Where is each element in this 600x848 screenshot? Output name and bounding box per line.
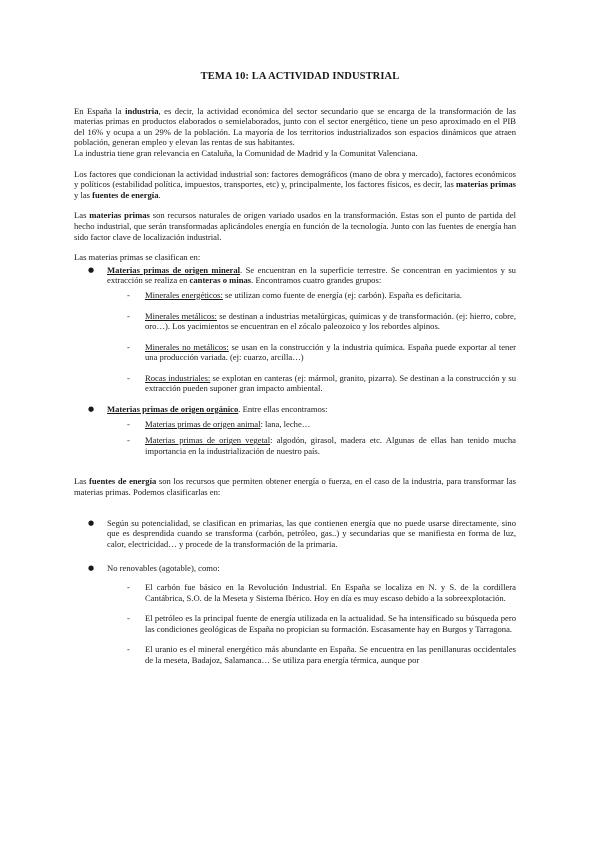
list-item: - El carbón fue básico en la Revolución Industrial. En España se localiza en N. y S. de la cordillera Cantábrica, S.O. de la Meseta y Sistema Ibérico. Hoy en día es muy escaso debido a la sobreexplotación. bbox=[107, 582, 516, 603]
list-item-nonrenewable bbox=[74, 563, 516, 665]
intro-regions: La industria tiene gran relevancia en Cataluña, la Comunidad de Madrid y la Comunitat Valenciana. bbox=[74, 147, 418, 158]
energy-list bbox=[74, 518, 516, 666]
nonrenewable-heading: ● No renovables (agotable), como: bbox=[107, 563, 220, 574]
list-item bbox=[107, 435, 516, 456]
raw-materials-paragraph bbox=[74, 210, 516, 242]
intro-paragraph bbox=[74, 106, 516, 148]
bold-term: fuentes de energía bbox=[89, 476, 157, 487]
classification-intro: Las materias primas se clasifican en: bbox=[74, 252, 201, 263]
text-run: Las bbox=[74, 476, 90, 487]
organic-subgroups bbox=[107, 419, 516, 457]
list-item-potential: ● Según su potencialidad, se clasifican en primarias, las que contienen energía que no puede usarse directamente, sino que es desprendida cuando se transforma (carbón, petróleo, gas..) y secundarias que se manifiesta en forma de luz, calor, electricidad… y procede de la transformación de la primaria. bbox=[74, 518, 516, 550]
text-run: se explotan en canteras (ej: mármol, granito, pizarra). Se destinan a la construcción y su extracción pueden suponer gran impacto ambiental. bbox=[145, 372, 516, 394]
text-run: . Se encuentran en la superficie terrestre. Se concentran en yacimientos y su extracción se realiza en bbox=[107, 264, 516, 286]
list-item bbox=[107, 373, 516, 394]
list-item bbox=[107, 419, 516, 430]
subgroup-label: Materias primas de origen animal bbox=[145, 418, 261, 429]
text-run: Las bbox=[74, 210, 90, 221]
text-run: se utilizan como fuente de energía (ej: carbón). España es deficitaria. bbox=[222, 289, 463, 300]
text-run: , es decir, la actividad económica del sector secundario que se encarga de la transformación de las materias primas en productos elaborados o semielaborados, junto con el sector energético, tiene un peso aproximado en el PIB del 16% y ocupa a un 29% de la población. La mayoría de los territorios industrializados son espacios dinámicos que atraen población, generan empleo y elevan las rentas de sus habitantes. bbox=[74, 105, 517, 148]
text-run: . Encontramos cuatro grandes grupos: bbox=[251, 275, 382, 286]
organic-description bbox=[107, 404, 516, 415]
mineral-description bbox=[107, 265, 516, 286]
raw-materials-list bbox=[74, 265, 516, 457]
mineral-heading: Materias primas de origen mineral bbox=[107, 264, 241, 275]
text-run: son los recursos que permiten obtener energía o fuerza, en el caso de la industria, para transformar las materias primas. Podemos clasificarlas en: bbox=[74, 476, 516, 498]
mineral-subgroups bbox=[107, 290, 516, 394]
bold-term: canteras o minas bbox=[189, 275, 252, 286]
list-item bbox=[107, 290, 516, 301]
nonrenewable-sources bbox=[107, 582, 516, 666]
energy-paragraph bbox=[74, 476, 516, 497]
list-item bbox=[107, 342, 516, 363]
bold-term: materias primas bbox=[89, 210, 150, 221]
bold-term-industria: industria bbox=[125, 105, 159, 116]
text-run: En España la bbox=[74, 105, 126, 116]
list-item bbox=[107, 311, 516, 332]
list-item: - El uranio es el mineral energético más abundante en España. Se encuentra en las penillanuras occidentales de la meseta, Badajoz, Salamanca… Se utiliza para energía térmica, aunque por bbox=[107, 644, 516, 665]
text-run: se destinan a industrias metalúrgicas, químicas y de transformación. (ej: hierro, cobre, oro…). Los yacimientos se encuentran en el zócalo paleozoico y los rebordes alpinos. bbox=[145, 310, 516, 332]
text-run: : algodón, girasol, madera etc. Algunas de ellas han tenido mucha importancia en la industrialización de nuestro país. bbox=[145, 435, 516, 456]
text-run: son recursos naturales de origen variado usados en la transformación. Estas son el punto de partida del hecho industrial, que serán transformadas aplicándoles energía en función de la tecnología. Junto con las fuentes de energía han sido factor clave de localización industrial. bbox=[74, 210, 516, 242]
document-body bbox=[74, 72, 516, 676]
text-run: : lana, leche… bbox=[260, 418, 311, 429]
bold-term: fuentes de energía bbox=[92, 189, 159, 200]
list-item-mineral bbox=[74, 265, 516, 394]
text-run: . Entre ellas encontramos: bbox=[238, 404, 328, 415]
text-run: Los factores que condicionan la actividad industrial son: factores demográficos (mano de obra y mercado), factores económicos y políticos (estabilidad política, impuestos, transportes, etc) y, principalmente, los factores físicos, es decir, las bbox=[74, 168, 516, 190]
list-item: - El petróleo es la principal fuente de energía utilizada en la actualidad. Se ha intensificado su búsqueda pero las condiciones geológicas de España no propician su formación. Escasamente hay en Burgos y Tarragona. bbox=[107, 613, 516, 634]
factors-paragraph bbox=[74, 169, 516, 201]
subgroup-label: Minerales no metálicos: bbox=[145, 341, 229, 352]
list-item-organic bbox=[74, 404, 516, 456]
page-title: TEMA 10: LA ACTIVIDAD INDUSTRIAL bbox=[200, 71, 400, 82]
subgroup-label: Minerales metálicos: bbox=[145, 310, 217, 321]
subgroup-label: Materias primas de origen vegetal bbox=[145, 435, 271, 446]
text-run: y las bbox=[74, 189, 93, 200]
bold-term: materias primas bbox=[456, 179, 516, 190]
subgroup-label: Rocas industriales: bbox=[145, 372, 211, 383]
text-run: . bbox=[158, 189, 161, 200]
text-run: se usan en la construcción y la industria química. España puede exportar al tener una producción variada. (ej: cuarzo, arcilla…) bbox=[145, 341, 516, 363]
subgroup-label: Minerales energéticos: bbox=[145, 289, 223, 300]
organic-heading: Materias primas de origen orgánico bbox=[107, 404, 239, 415]
